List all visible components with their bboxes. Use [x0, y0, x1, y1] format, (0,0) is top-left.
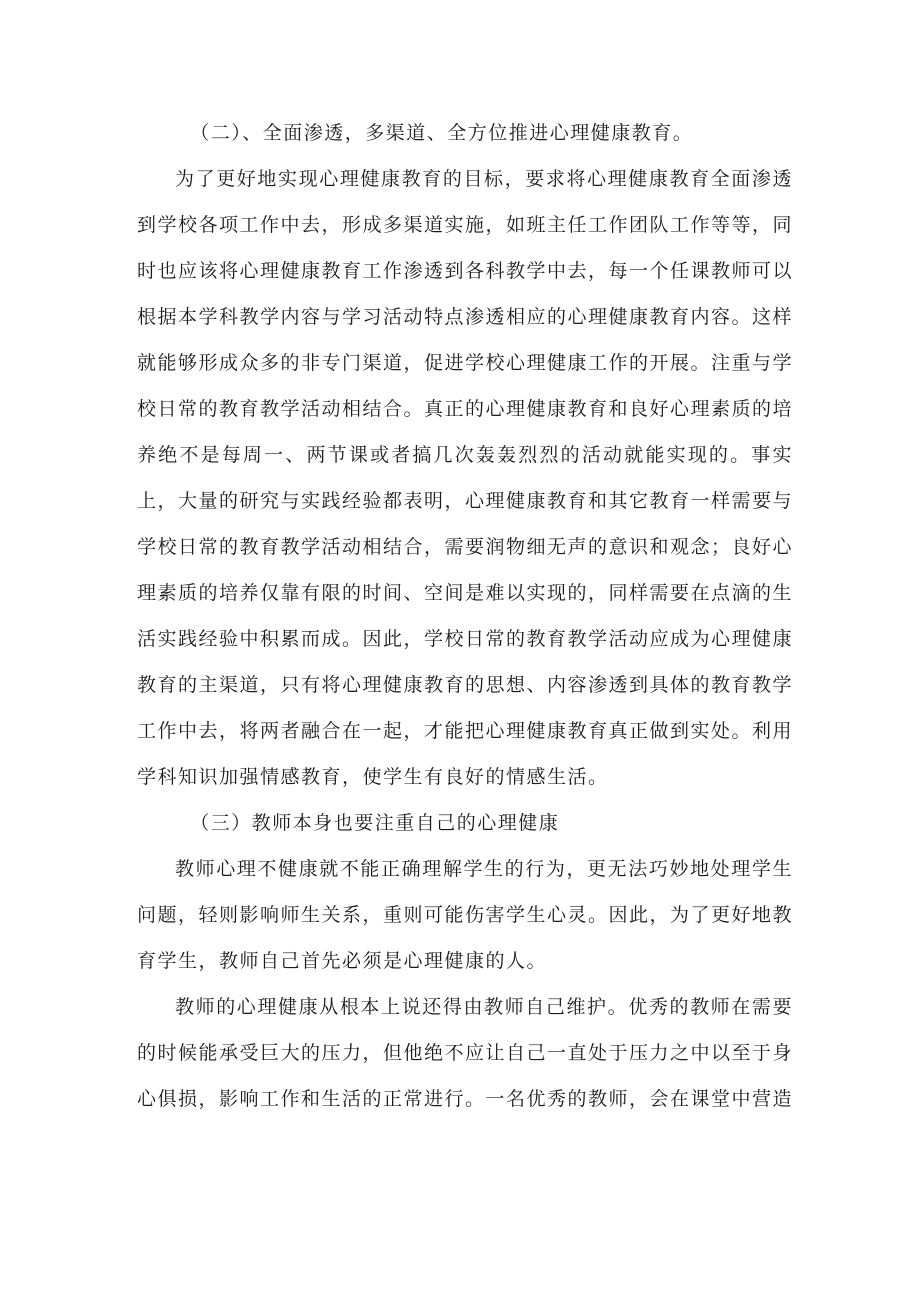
document-body: [137, 110, 793, 1122]
paragraph-3: 教师的心理健康从根本上说还得由教师自己维护。优秀的教师在需要的时候能承受巨大的压力，但他绝不应让自己一直处于压力之中以至于身心俱损，影响工作和生活的正常进行。一名优秀的教师，会在课堂中营造: [137, 996, 794, 1110]
section-heading-3: （三）教师本身也要注重自己的心理健康: [190, 812, 560, 834]
paragraph-2: 教师心理不健康就不能正确理解学生的行为，更无法巧妙地处理学生问题，轻则影响师生关系，重则可能伤害学生心灵。因此，为了更好地教育学生，教师自己首先必须是心理健康的人。: [137, 858, 794, 972]
section-heading-2: （二）、全面渗透，多渠道、全方位推进心理健康教育。: [190, 122, 694, 144]
paragraph-1: 为了更好地实现心理健康教育的目标，要求将心理健康教育全面渗透到学校各项工作中去，形成多渠道实施，如班主任工作团队工作等等，同时也应该将心理健康教育工作渗透到各科教学中去，每一个任课教师可以根据本学科教学内容与学习活动特点渗透相应的心理健康教育内容。这样就能够形成众多的非专门渠道，促进学校心理健康工作的开展。注重与学校日常的教育教学活动相结合。真正的心理健康教育和良好心理素质的培养绝不是每周一、两节课或者搞几次轰轰烈烈的活动就能实现的。事实上，大量的研究与实践经验都表明，心理健康教育和其它教育一样需要与学校日常的教育教学活动相结合，需要润物细无声的意识和观念；良好心理素质的培养仅靠有限的时间、空间是难以实现的，同样需要在点滴的生活实践经验中积累而成。因此，学校日常的教育教学活动应成为心理健康教育的主渠道，只有将心理健康教育的思想、内容渗透到具体的教育教学工作中去，将两者融合在一起，才能把心理健康教育真正做到实处。利用学科知识加强情感教育，使学生有良好的情感生活。: [137, 168, 794, 788]
